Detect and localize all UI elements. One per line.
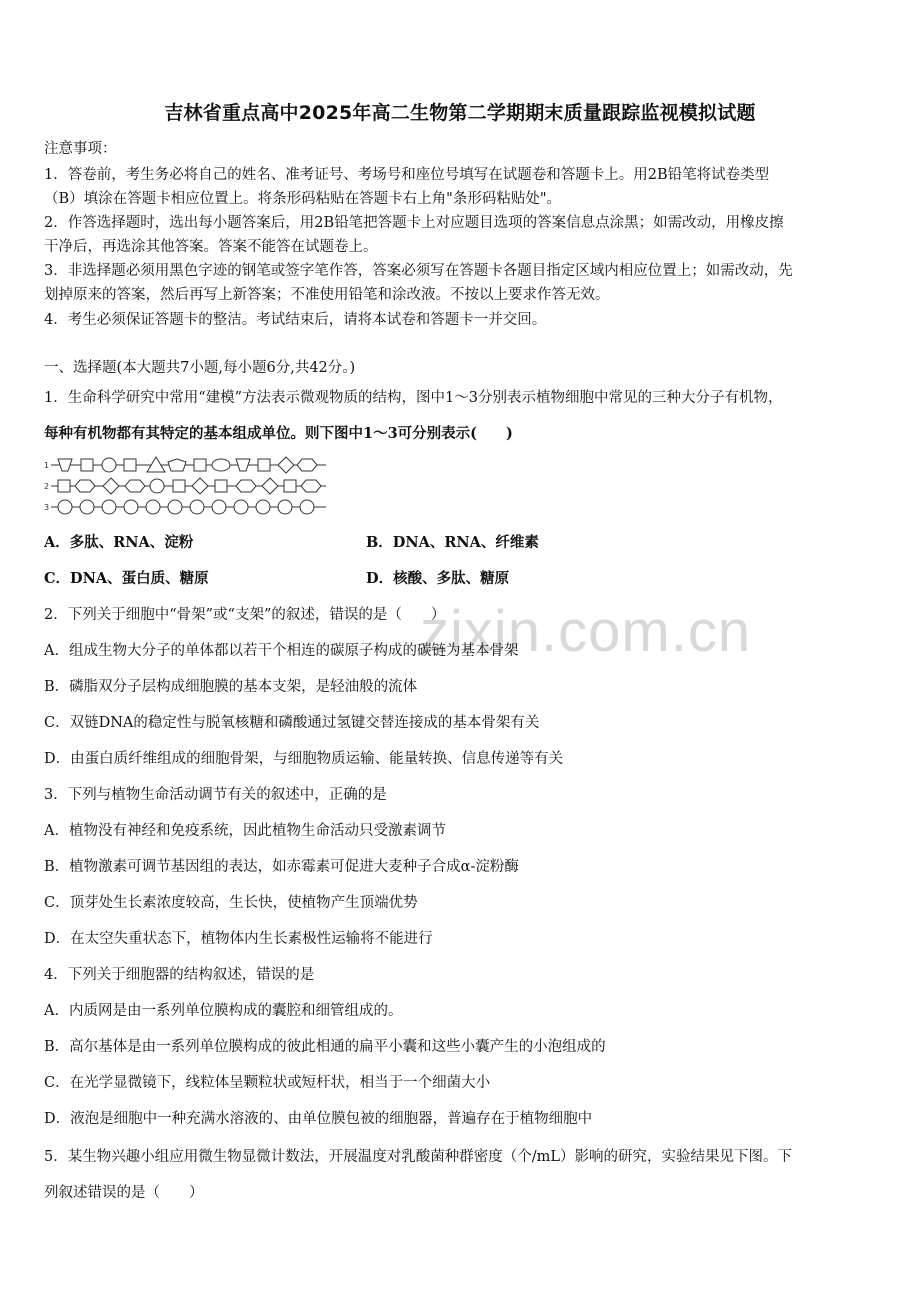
notes-line: （B）填涂在答题卡相应位置上。将条形码粘贴在答题卡右上角"条形码粘贴处"。 bbox=[44, 191, 561, 207]
row-label-3: 3 bbox=[44, 503, 50, 512]
watermark: zixin.com.cn bbox=[420, 599, 752, 664]
row-label-1: 1 bbox=[44, 461, 50, 470]
notes-line: 干净后，再选涂其他答案。答案不能答在试题卷上。 bbox=[44, 239, 378, 255]
q3-stem: 3．下列与植物生命活动调节有关的叙述中，正确的是 bbox=[44, 787, 387, 803]
notes-line: 4．考生必须保证答题卡的整洁。考试结束后，请将本试卷和答题卡一并交回。 bbox=[44, 312, 547, 328]
molecule-model-diagram bbox=[44, 455, 344, 517]
q3-option-b: B．植物激素可调节基因组的表达，如赤霉素可促进大麦种子合成α-淀粉酶 bbox=[44, 859, 519, 875]
q1-stem: 每种有机物都有其特定的基本组成单位。则下图中1～3可分别表示( ) bbox=[44, 425, 513, 442]
q3-option-a: A．植物没有神经和免疫系统，因此植物生命活动只受激素调节 bbox=[44, 823, 446, 839]
notes-heading: 注意事项： bbox=[44, 141, 117, 157]
q2-option-a: A．组成生物大分子的单体都以若干个相连的碳原子构成的碳链为基本骨架 bbox=[44, 643, 519, 659]
q2-stem: 2．下列关于细胞中“骨架”或“支架”的叙述，错误的是（ ） bbox=[44, 607, 446, 623]
q4-option-d: D．液泡是细胞中一种充满水溶液的、由单位膜包被的细胞器，普遍存在于植物细胞中 bbox=[44, 1111, 593, 1127]
q1-option-a: A．多肽、RNA、淀粉 bbox=[44, 534, 194, 551]
q3-option-c: C．顶芽处生长素浓度较高，生长快，使植物产生顶端优势 bbox=[44, 895, 418, 911]
q4-option-c: C．在光学显微镜下，线粒体呈颗粒状或短杆状，相当于一个细菌大小 bbox=[44, 1075, 491, 1091]
q4-option-a: A．内质网是由一系列单位膜构成的囊腔和细管组成的。 bbox=[44, 1003, 403, 1019]
q4-option-b: B．高尔基体是由一系列单位膜构成的彼此相通的扁平小囊和这些小囊产生的小泡组成的 bbox=[44, 1039, 606, 1055]
notes-line: 2．作答选择题时，选出每小题答案后，用2B铅笔把答题卡上对应题目选项的答案信息点涂黑；如需改动，用橡皮擦 bbox=[44, 215, 784, 231]
section-heading: 一、选择题(本大题共7小题,每小题6分,共42分。) bbox=[44, 360, 356, 376]
q1-stem: 1．生命科学研究中常用“建模”方法表示微观物质的结构，图中1～3分别表示植物细胞中常见的三种大分子有机物， bbox=[44, 390, 783, 406]
q5-stem: 5．某生物兴趣小组应用微生物显微计数法，开展温度对乳酸菌种群密度（个/mL）影响的研究，实验结果见下图。下 bbox=[44, 1149, 792, 1165]
q4-stem: 4．下列关于细胞器的结构叙述，错误的是 bbox=[44, 967, 315, 983]
notes-line: 1．答卷前，考生务必将自己的姓名、准考证号、考场号和座位号填写在试题卷和答题卡上。用2B铅笔将试卷类型 bbox=[44, 167, 770, 183]
notes-line: 3．非选择题必须用黑色字迹的钢笔或签字笔作答，答案必须写在答题卡各题目指定区域内相应位置上；如需改动，先 bbox=[44, 263, 793, 279]
q1-option-d: D．核酸、多肽、糖原 bbox=[366, 570, 510, 587]
q2-option-c: C．双链DNA的稳定性与脱氧核糖和磷酸通过氢键交替连接成的基本骨架有关 bbox=[44, 715, 540, 731]
q1-option-b: B．DNA、RNA、纤维素 bbox=[366, 534, 539, 551]
page-title: 吉林省重点高中2025年高二生物第二学期期末质量跟踪监视模拟试题 bbox=[164, 102, 756, 124]
notes-line: 划掉原来的答案，然后再写上新答案；不准使用铅笔和涂改液。不按以上要求作答无效。 bbox=[44, 287, 610, 303]
q5-stem: 列叙述错误的是（ ） bbox=[44, 1185, 204, 1201]
q1-option-c: C．DNA、蛋白质、糖原 bbox=[44, 570, 209, 587]
q2-option-b: B．磷脂双分子层构成细胞膜的基本支架，是轻油般的流体 bbox=[44, 679, 418, 695]
row-label-2: 2 bbox=[44, 482, 50, 491]
q3-option-d: D．在太空失重状态下，植物体内生长素极性运输将不能进行 bbox=[44, 931, 433, 947]
q2-option-d: D．由蛋白质纤维组成的细胞骨架，与细胞物质运输、能量转换、信息传递等有关 bbox=[44, 751, 564, 767]
